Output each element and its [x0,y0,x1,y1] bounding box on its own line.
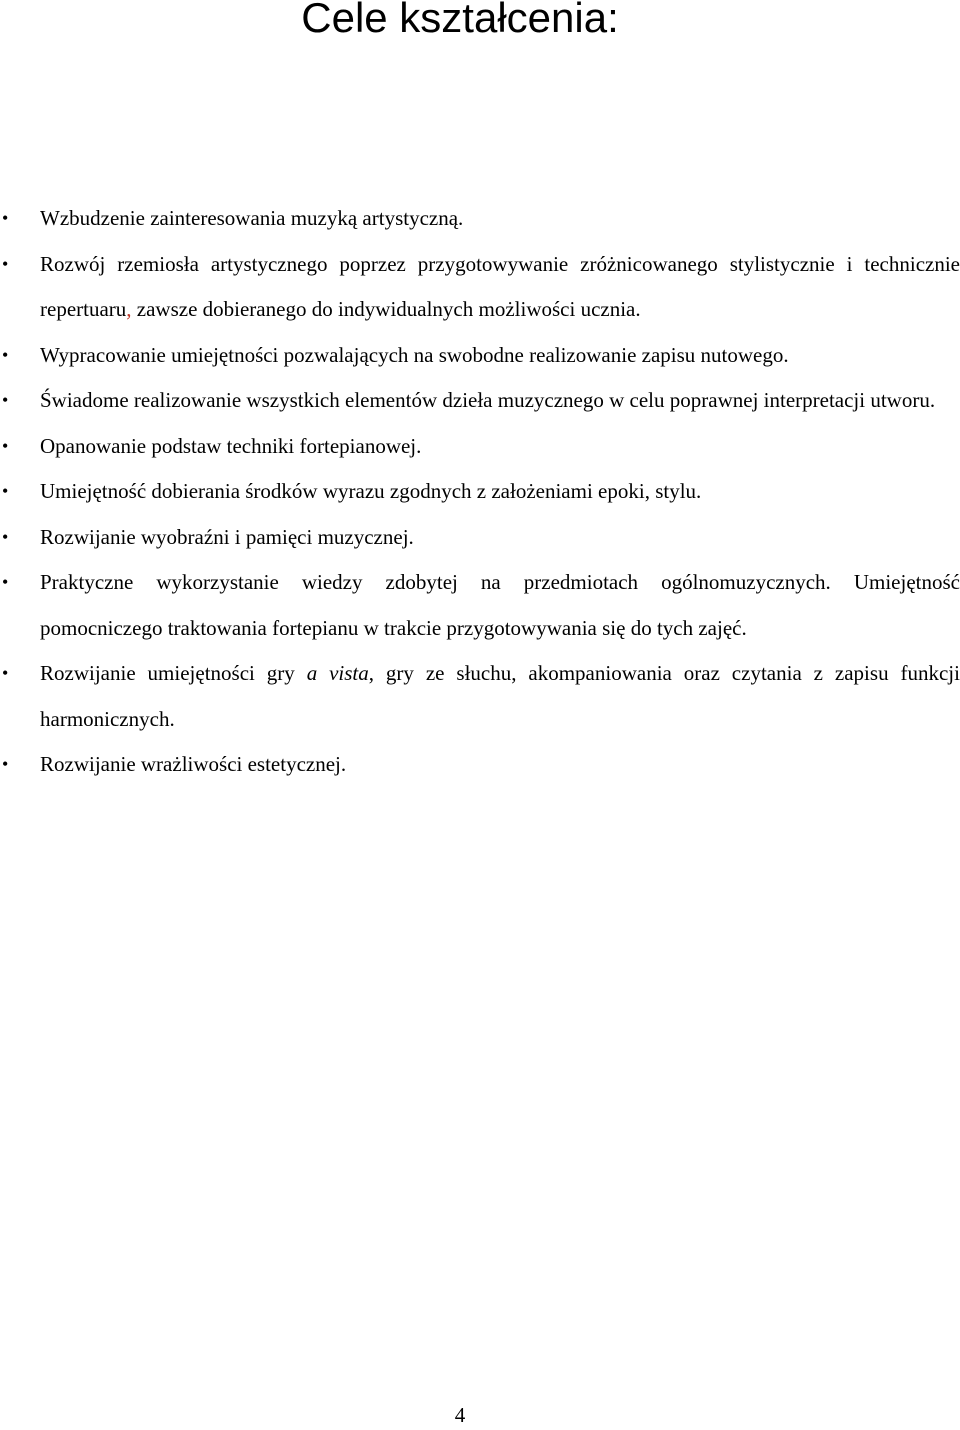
list-item-text: Opanowanie podstaw techniki fortepianowej. [40,433,422,458]
list-item-text-part: , gry ze słuchu, akompaniowania oraz czytania z zapisu funkcji harmonicznych. [40,661,960,731]
goals-list [0,196,960,788]
bullet: • [2,526,9,547]
bullet: • [2,754,9,774]
list-item-text: Rozwijanie wrażliwości estetycznej. [40,752,347,776]
bullet: • [2,344,9,365]
list-item-text: Wzbudzenie zainteresowania muzyką artystyczną. [40,206,464,230]
bullet: • [2,253,9,274]
list-item-text: Świadome realizowanie wszystkich elementów dzieła muzycznego w celu poprawnej interpretacji utworu. [40,388,936,412]
list-item-italic-term: a vista [306,661,369,685]
list-item [0,424,960,470]
list-item [0,515,960,561]
list-item-text: Umiejętność dobierania środków wyrazu zgodnych z założeniami epoki, stylu. [40,479,702,503]
page-title: Cele kształcenia: [301,0,619,41]
list-item-text-part: zawsze dobieranego do indywidualnych możliwości ucznia. [131,297,641,321]
list-item [0,242,960,333]
page-number: 4 [454,1403,466,1427]
list-item [0,469,960,515]
list-item [0,742,960,788]
list-item-text-part: Rozwijanie umiejętności gry [40,661,307,685]
list-item-text [40,661,960,731]
bullet: • [2,390,9,410]
list-item [0,378,960,424]
list-item-text [40,252,960,322]
list-item-text: Wypracowanie umiejętności pozwalających na swobodne realizowanie zapisu nutowego. [40,342,789,367]
list-item [0,196,960,242]
list-item [0,560,960,651]
list-item [0,333,960,379]
list-item-text: Praktyczne wykorzystanie wiedzy zdobytej na przedmiotach ogólnomuzycznych. Umiejętność pomocniczego traktowania fortepianu w trakcie przygotowywania się do tych zajęć. [40,570,960,640]
list-item-accent-comma: , [126,297,132,321]
list-item-text: Rozwijanie wyobraźni i pamięci muzycznej. [40,524,414,549]
bullet: • [2,481,9,501]
bullet: • [2,435,9,456]
bullet: • [2,208,9,228]
bullet: • [2,663,9,683]
list-item-text-part: Rozwój rzemiosła artystycznego poprzez przygotowywanie zróżnicowanego stylistycznie i technicznie repertuaru [40,251,960,321]
list-item [0,651,960,742]
bullet: • [2,572,9,592]
